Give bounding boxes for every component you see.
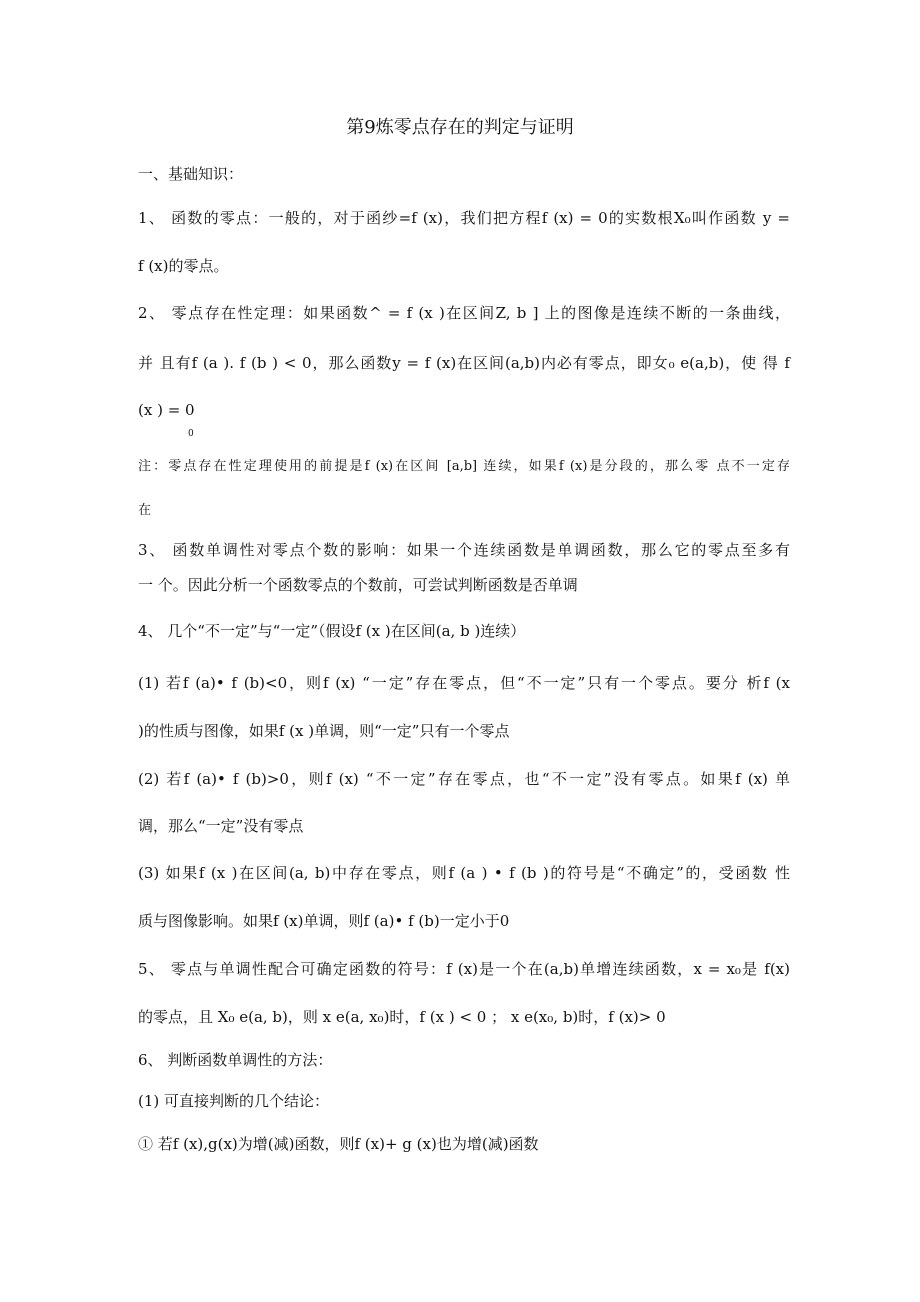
paragraph-line: )的性质与图像，如果f (x )单调，则“一定”只有一个零点 <box>138 722 510 740</box>
section-heading: 一、基础知识： <box>138 165 244 183</box>
paragraph-line: 4、 几个“不一定”与“一定”（假设f (x )在区间(a, b )连续） <box>138 622 526 640</box>
page-title: 第9炼零点存在的判定与证明 <box>346 117 574 138</box>
paragraph-line: ① 若f (x),g(x)为增(减)函数，则f (x)+ g (x)也为增(减)函数 <box>138 1135 539 1153</box>
paragraph-line: (3) 如果f (x )在区间(a, b)中存在零点，则f (a ) • f (b )的符号是“不确定”的，受函数 性 <box>138 864 790 882</box>
paragraph-line: (1) 可直接判断的几个结论： <box>138 1092 330 1110</box>
paragraph-line: 6、 判断函数单调性的方法： <box>138 1051 333 1069</box>
paragraph-line: (2) 若f (a)• f (b)>0，则f (x) “不一定”存在零点，也“不一定”没有零点。如果f (x) 单 <box>138 770 790 788</box>
paragraph-line: (x ) = 0 <box>138 401 195 419</box>
paragraph-line: 3、 函数单调性对零点个数的影响：如果一个连续函数是单调函数，那么它的零点至多有 <box>138 541 790 559</box>
paragraph-line: 5、 零点与单调性配合可确定函数的符号：f (x)是一个在(a,b)单增连续函数，x = x₀是 f(x) <box>138 960 790 978</box>
paragraph-line: 2、 零点存在性定理：如果函数^ = f (x )在区间Z, b ] 上的图像是连续不断的一条曲线， <box>138 304 790 322</box>
paragraph-line: 质与图像影响。如果f (x)单调，则f (a)• f (b)一定小于0 <box>138 912 510 930</box>
paragraph-line: (1) 若f (a)• f (b)<0，则f (x) “一定”存在零点，但“不一定”只有一个零点。要分 析f (x <box>138 674 790 692</box>
note-line: 注：零点存在性定理使用的前提是f (x)在区间 [a,b] 连续，如果f (x)是分段的，那么零 点不一定存 <box>138 459 790 474</box>
subscript-mark: 0 <box>188 429 194 439</box>
paragraph-line: 的零点，且 X₀ e(a, b)，则 x e(a, x₀)时，f (x ) < 0 ； x e(x₀, b)时，f (x)> 0 <box>138 1008 666 1026</box>
paragraph-line: f (x)的零点。 <box>138 257 229 275</box>
paragraph-line: 1、 函数的零点：一般的，对于函纱=f (x)，我们把方程f (x) = 0的实数根X₀叫作函数 y = <box>138 209 790 227</box>
paragraph-line: 一 个。因此分析一个函数零点的个数前，可尝试判断函数是否单调 <box>138 576 578 594</box>
note-line: 在 <box>138 503 152 518</box>
paragraph-line: 并 且有f (a ). f (b ) < 0，那么函数y = f (x)在区间(a,b)内必有零点，即女₀ e(a,b)，使 得 f <box>138 354 790 372</box>
paragraph-line: 调，那么“一定”没有零点 <box>138 817 304 835</box>
